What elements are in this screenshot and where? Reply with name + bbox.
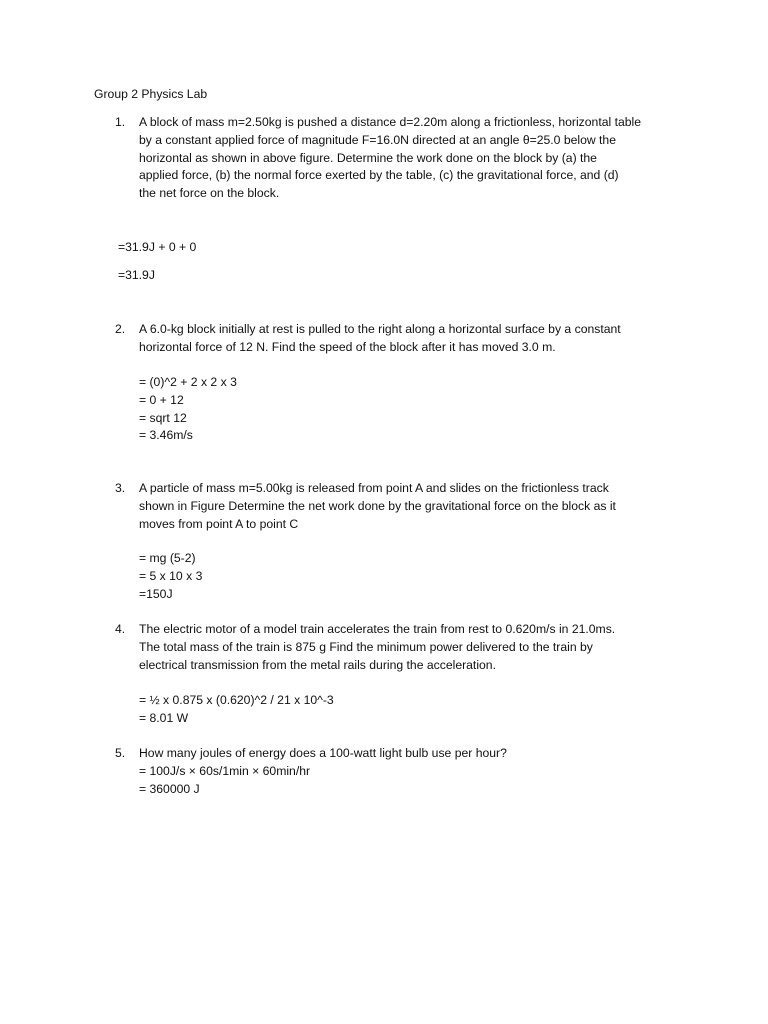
question-3-answer-line-2: = 5 x 10 x 3 xyxy=(139,568,203,583)
question-4-text xyxy=(139,621,679,674)
question-4-line-3: electrical transmission from the metal rails during the acceleration. xyxy=(139,657,496,672)
question-3-number: 3. xyxy=(115,481,126,495)
question-1-line-4: applied force, (b) the normal force exerted by the table, (c) the gravitational force, and (d) xyxy=(139,168,619,183)
question-5-answer-line-1: = 100J/s × 60s/1min × 60min/hr xyxy=(139,763,311,778)
question-2-answer-line-2: = 0 + 12 xyxy=(139,392,184,407)
question-1-answer-line-2: =31.9J xyxy=(118,268,155,282)
question-1-line-2: by a constant applied force of magnitude F=16.0N directed at an angle θ=25.0 below the xyxy=(139,132,616,147)
question-4-answer-line-2: = 8.01 W xyxy=(139,710,189,725)
question-4-number: 4. xyxy=(115,622,126,636)
question-1-line-1: A block of mass m=2.50kg is pushed a distance d=2.20m along a frictionless, horizontal table xyxy=(139,115,642,129)
question-3-line-1: A particle of mass m=5.00kg is released from point A and slides on the frictionless track xyxy=(139,481,609,495)
question-2-answer xyxy=(139,374,237,445)
question-1-number: 1. xyxy=(115,115,126,129)
question-2-line-1: A 6.0-kg block initially at rest is pulled to the right along a horizontal surface by a constant xyxy=(139,322,621,336)
question-2-answer-line-3: = sqrt 12 xyxy=(139,410,187,425)
question-3-text xyxy=(139,480,679,533)
question-5-line-1: How many joules of energy does a 100-watt light bulb use per hour? xyxy=(139,746,507,760)
question-2-answer-line-1: = (0)^2 + 2 x 2 x 3 xyxy=(139,375,237,389)
question-3-answer-line-1: = mg (5-2) xyxy=(139,551,196,565)
question-4-line-2: The total mass of the train is 875 g Find the minimum power delivered to the train by xyxy=(139,639,593,654)
question-1-line-5: the net force on the block. xyxy=(139,186,280,201)
question-4-answer-line-1: = ½ x 0.875 x (0.620)^2 / 21 x 10^-3 xyxy=(139,693,334,707)
question-5-answer-line-2: = 360000 J xyxy=(139,781,200,796)
question-1-answer-line-1: =31.9J + 0 + 0 xyxy=(118,240,197,254)
question-1-line-3: horizontal as shown in above figure. Determine the work done on the block by (a) the xyxy=(139,150,597,165)
document-title: Group 2 Physics Lab xyxy=(94,87,208,101)
question-2-number: 2. xyxy=(115,322,126,336)
question-4-answer xyxy=(139,692,334,728)
question-3-answer-line-3: =150J xyxy=(139,586,173,601)
question-3-line-3: moves from point A to point C xyxy=(139,516,299,531)
question-5-text xyxy=(139,745,679,798)
question-1-text xyxy=(139,114,679,203)
question-3-line-2: shown in Figure Determine the net work done by the gravitational force on the block as it xyxy=(139,498,616,513)
question-2-line-2: horizontal force of 12 N. Find the speed of the block after it has moved 3.0 m. xyxy=(139,339,556,354)
question-5-number: 5. xyxy=(115,746,126,760)
question-2-answer-line-4: = 3.46m/s xyxy=(139,428,193,443)
question-4-line-1: The electric motor of a model train accelerates the train from rest to 0.620m/s in 21.0ms. xyxy=(139,622,616,636)
question-2-text xyxy=(139,321,679,357)
question-3-answer xyxy=(139,550,202,603)
